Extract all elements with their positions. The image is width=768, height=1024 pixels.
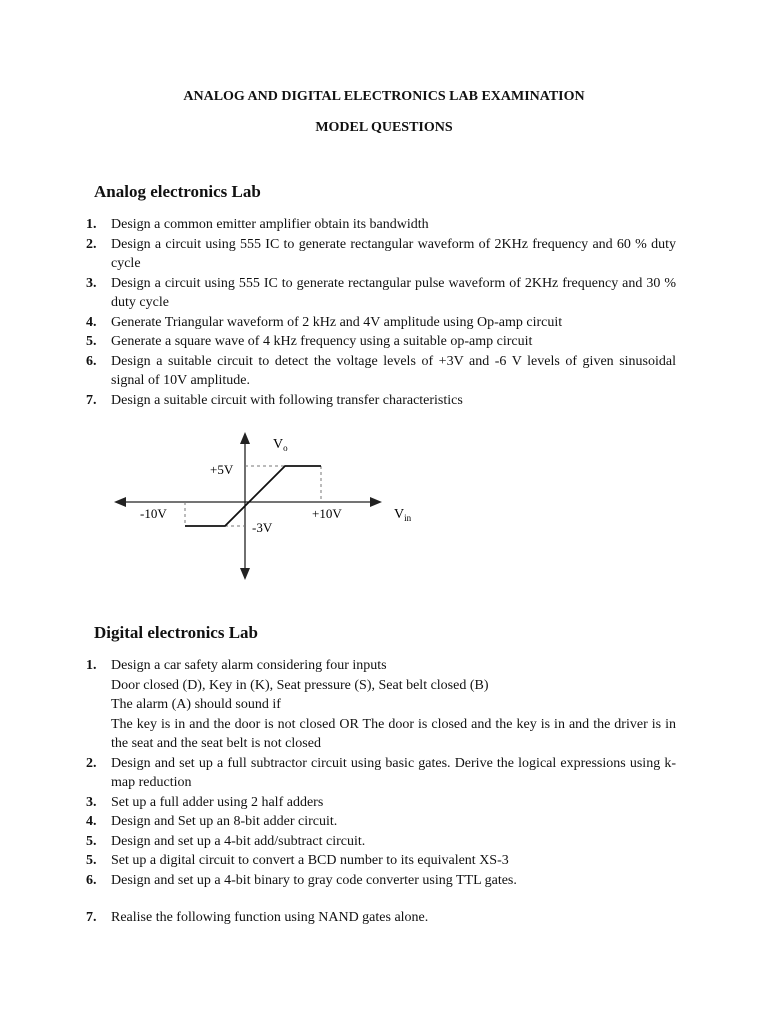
x-axis-label: $V_{in}$ bbox=[394, 507, 412, 523]
item-text: Design a circuit using 555 IC to generate rectangular waveform of 2KHz frequency and 60 % duty cycle bbox=[111, 236, 676, 271]
list-item bbox=[86, 908, 676, 928]
transfer-curve bbox=[185, 466, 321, 526]
list-item bbox=[86, 832, 676, 852]
list-item bbox=[86, 656, 676, 754]
list-item bbox=[86, 754, 676, 793]
y-axis-down-arrow bbox=[240, 568, 250, 580]
item-number: 5. bbox=[86, 334, 97, 349]
item-text: Design a suitable circuit with following transfer characteristics bbox=[111, 392, 463, 408]
item-number: 5. bbox=[86, 833, 97, 849]
item-number: 4. bbox=[86, 814, 97, 829]
item-text: Design and Set up an 8-bit adder circuit. bbox=[111, 814, 338, 829]
list-item bbox=[86, 235, 676, 274]
item-text: Design and set up a 4-bit binary to gray code converter using TTL gates. bbox=[111, 872, 517, 888]
item-text: Design a circuit using 555 IC to generate rectangular pulse waveform of 2KHz frequency and 30 % duty cycle bbox=[111, 275, 676, 310]
digital-question-list bbox=[86, 656, 676, 928]
item-number: 7. bbox=[86, 910, 97, 925]
list-item bbox=[86, 313, 676, 333]
item-text: Set up a full adder using 2 half adders bbox=[111, 794, 324, 810]
item-text: Design a car safety alarm considering four inputs bbox=[111, 658, 387, 673]
y-axis-up-arrow bbox=[240, 432, 250, 444]
item-text: Generate Triangular waveform of 2 kHz and 4V amplitude using Op-amp circuit bbox=[111, 314, 563, 330]
item-text: Design and set up a 4-bit add/subtract circuit. bbox=[111, 833, 366, 849]
item-number: 5. bbox=[86, 853, 97, 868]
item-number: 4. bbox=[86, 314, 97, 330]
item-number: 2. bbox=[86, 236, 97, 252]
y-axis-label: $V_o$ bbox=[273, 437, 288, 453]
x-axis-left-arrow bbox=[114, 497, 126, 507]
item-text: Generate a square wave of 4 kHz frequency using a suitable op-amp circuit bbox=[111, 334, 533, 349]
item-text: Design a suitable circuit to detect the voltage levels of +3V and -6 V levels of given sinusoidal signal of 10V amplitude. bbox=[111, 353, 676, 388]
item-text: Design and set up a full subtractor circuit using basic gates. Derive the logical expressions using k-map reduction bbox=[111, 755, 676, 790]
analog-section-heading: Analog electronics Lab bbox=[94, 182, 261, 201]
page-subtitle: MODEL QUESTIONS bbox=[315, 120, 453, 135]
list-item bbox=[86, 274, 676, 313]
pos-break-label: +10V bbox=[312, 506, 342, 521]
item-number: 3. bbox=[86, 794, 97, 810]
lower-level-label: -3V bbox=[252, 520, 273, 535]
item-number: 2. bbox=[86, 755, 97, 771]
page-title: ANALOG AND DIGITAL ELECTRONICS LAB EXAMINATION bbox=[183, 89, 585, 104]
list-item bbox=[86, 871, 676, 891]
item-number: 1. bbox=[86, 658, 97, 673]
neg-break-label: -10V bbox=[140, 506, 167, 521]
list-item bbox=[86, 215, 676, 235]
list-item bbox=[86, 391, 676, 411]
item-text-alarm: The alarm (A) should sound if bbox=[111, 697, 281, 712]
item-text: Realise the following function using NAND gates alone. bbox=[111, 910, 429, 925]
list-item bbox=[86, 332, 676, 352]
list-item bbox=[86, 793, 676, 813]
list-item bbox=[86, 851, 676, 871]
item-number: 3. bbox=[86, 275, 97, 291]
upper-level-label: +5V bbox=[210, 462, 234, 477]
digital-section-heading: Digital electronics Lab bbox=[94, 623, 258, 642]
list-item bbox=[86, 812, 676, 832]
item-text-inputs: Door closed (D), Key in (K), Seat pressure (S), Seat belt closed (B) bbox=[111, 677, 489, 693]
item-number: 7. bbox=[86, 392, 97, 408]
transfer-characteristic-diagram bbox=[110, 430, 430, 585]
item-text: Set up a digital circuit to convert a BCD number to its equivalent XS-3 bbox=[111, 853, 509, 868]
analog-question-list bbox=[86, 215, 676, 410]
list-item bbox=[86, 352, 676, 391]
item-text: Design a common emitter amplifier obtain its bandwidth bbox=[111, 217, 429, 232]
x-axis-right-arrow bbox=[370, 497, 382, 507]
item-text-condition: The key is in and the door is not closed OR The door is closed and the key is in and the driver is in the seat and the seat belt is not closed bbox=[111, 716, 676, 751]
item-number: 1. bbox=[86, 217, 97, 232]
item-number: 6. bbox=[86, 353, 97, 369]
item-number: 6. bbox=[86, 872, 97, 888]
